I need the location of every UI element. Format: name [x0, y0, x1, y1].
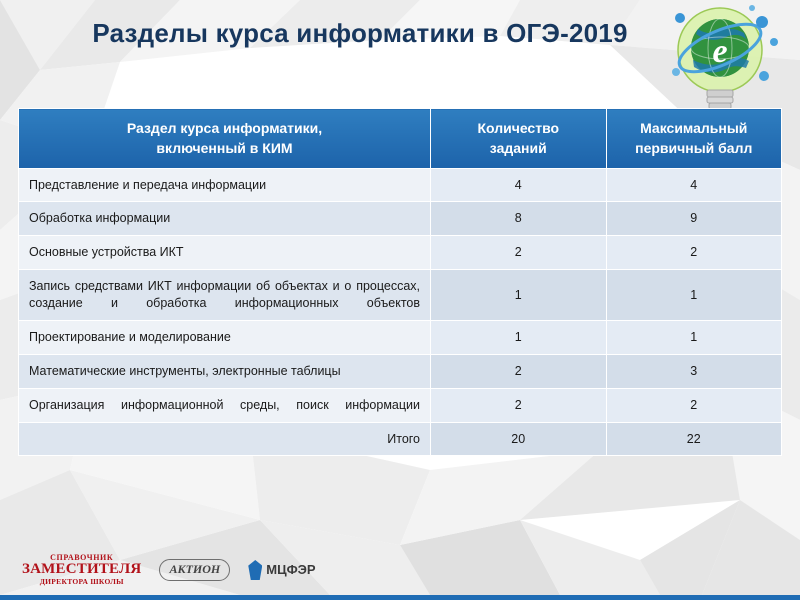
row-score: 4	[606, 168, 782, 202]
row-tasks: 2	[431, 388, 606, 422]
table-row	[19, 388, 782, 422]
row-tasks: 4	[431, 168, 606, 202]
table-row	[19, 320, 782, 354]
footer-accent-bar	[0, 595, 800, 600]
header-score-line2: первичный балл	[635, 140, 753, 157]
spravochnik-line3: ДИРЕКТОРА ШКОЛЫ	[39, 577, 124, 587]
logo-letter: е	[712, 33, 728, 70]
bulb-globe-logo	[656, 2, 786, 120]
table-total-row	[19, 422, 782, 456]
table-row	[19, 236, 782, 270]
table-row	[19, 202, 782, 236]
row-section: Организация информационной среды, поиск информации	[19, 388, 431, 422]
row-score: 2	[606, 388, 782, 422]
footer-logos	[22, 554, 316, 586]
table-row	[19, 168, 782, 202]
spravochnik-line1: СПРАВОЧНИК	[50, 552, 114, 562]
bulb-globe-icon	[656, 2, 786, 120]
table-row	[19, 270, 782, 321]
row-tasks: 1	[431, 320, 606, 354]
row-score: 3	[606, 354, 782, 388]
table-header-row	[19, 109, 782, 169]
header-score-line1: Максимальный	[640, 120, 748, 136]
mcfer-logo	[248, 560, 315, 580]
row-score: 2	[606, 236, 782, 270]
total-score: 22	[606, 422, 782, 456]
total-label: Итого	[19, 422, 431, 456]
page-title: Разделы курса информатики в ОГЭ-2019	[92, 18, 628, 48]
header-tasks-line2: заданий	[489, 140, 547, 157]
spravochnik-line2: ЗАМЕСТИТЕЛЯ	[22, 561, 142, 578]
row-section: Обработка информации	[19, 202, 431, 236]
row-section: Основные устройства ИКТ	[19, 236, 431, 270]
header-section	[19, 109, 431, 169]
row-section: Проектирование и моделирование	[19, 320, 431, 354]
row-tasks: 1	[431, 270, 606, 321]
row-section: Математические инструменты, электронные таблицы	[19, 354, 431, 388]
header-section-line2: включенный в КИМ	[156, 140, 293, 157]
table-row	[19, 354, 782, 388]
spravochnik-logo	[22, 554, 141, 586]
table-header	[19, 109, 782, 169]
row-score: 1	[606, 320, 782, 354]
action-logo: АКТИОН	[159, 559, 230, 581]
row-tasks: 2	[431, 236, 606, 270]
header-tasks-count	[431, 109, 606, 169]
header-max-score	[606, 109, 782, 169]
total-tasks: 20	[431, 422, 606, 456]
row-section: Представление и передача информации	[19, 168, 431, 202]
row-tasks: 8	[431, 202, 606, 236]
header-section-line1: Раздел курса информатики,	[126, 120, 323, 136]
table-body	[19, 168, 782, 456]
mcfer-mark-icon	[248, 560, 262, 580]
row-score: 9	[606, 202, 782, 236]
row-tasks: 2	[431, 354, 606, 388]
mcfer-label: МЦФЭР	[266, 562, 316, 578]
exam-sections-table-wrapper	[18, 108, 782, 456]
row-section: Запись средствами ИКТ информации об объектах и о процессах, создание и обработка информационных объектов	[19, 270, 431, 321]
exam-sections-table	[18, 108, 782, 456]
row-score: 1	[606, 270, 782, 321]
header-tasks-line1: Количество	[477, 120, 560, 136]
